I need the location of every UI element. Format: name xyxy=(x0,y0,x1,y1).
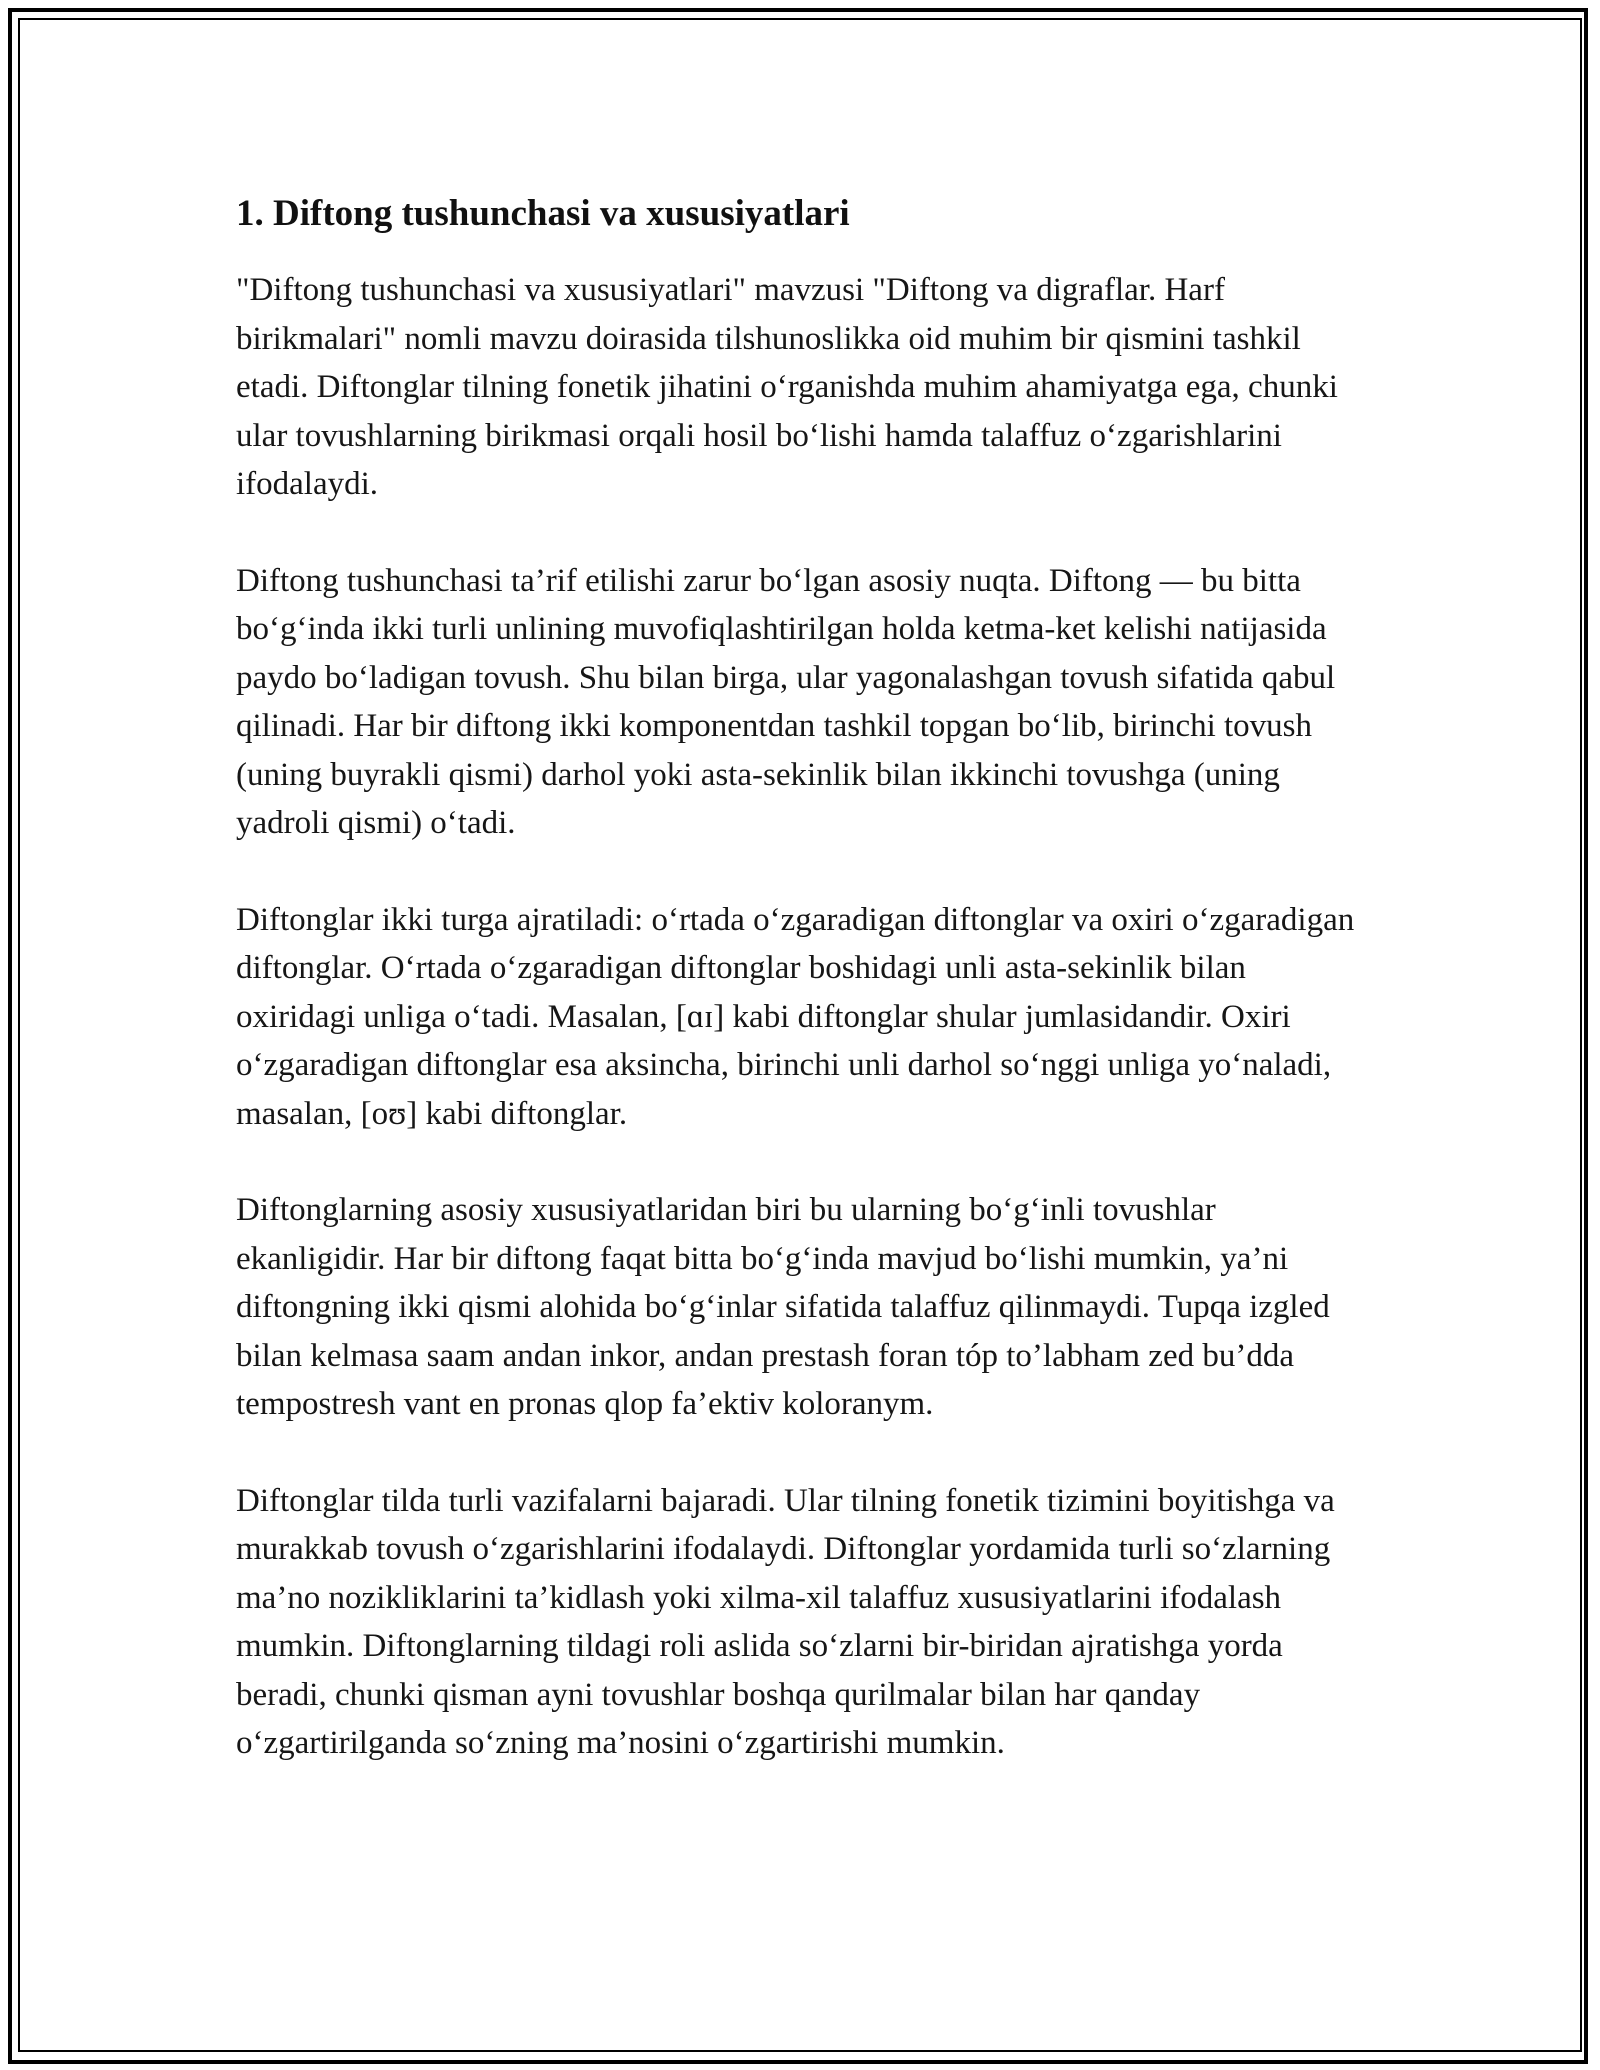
paragraph-properties: Diftonglarning asosiy xususiyatlaridan biri bu ularning bo‘g‘inli tovushlar ekanligidir. Har bir diftong faqat bitta bo‘g‘inda mavjud bo‘lishi mumkin, ya’ni diftongning ikki qismi alohida bo‘g‘inlar sifatida talaffuz qilinmaydi. Tupqa izgled bilan kelmasa saam andan inkor, andan prestash foran tóp to’labham zed bu’dda tempostresh vant en pronas qlop fa’ektiv koloranym. xyxy=(236,1192,1330,1422)
paragraph-intro: "Diftong tushunchasi va xususiyatlari" mavzusi "Diftong va digraflar. Harf birikmalari" nomli mavzu doirasida tilshunoslikka oid muhim bir qismini tashkil etadi. Diftonglar tilning fonetik jihatini o‘rganishda muhim ahamiyatga ega, chunki ular tovushlarning birikmasi orqali hosil bo‘lishi hamda talaffuz o‘zgarishlarini ifodalaydi. xyxy=(236,272,1338,502)
paragraph-definition: Diftong tushunchasi ta’rif etilishi zarur bo‘lgan asosiy nuqta. Diftong — bu bitta bo‘g‘inda ikki turli unlining muvofiqlashtirilgan holda ketma-ket kelishi natijasida paydo bo‘ladigan tovush. Shu bilan birga, ular yagonalashgan tovush sifatida qabul qilinadi. Har bir diftong ikki komponentdan tashkil topgan bo‘lib, birinchi tovush (uning buyrakli qismi) darhol yoki asta-sekinlik bilan ikkinchi tovushga (uning yadroli qismi) o‘tadi. xyxy=(236,562,1336,841)
section-title: 1. Diftong tushunchasi va xususiyatlari xyxy=(236,193,850,234)
paragraph-types: Diftonglar ikki turga ajratiladi: o‘rtada o‘zgaradigan diftonglar va oxiri o‘zgaradigan diftonglar. O‘rtada o‘zgaradigan diftonglar boshidagi unli asta-sekinlik bilan oxiridagi unliga o‘tadi. Masalan, [ɑɪ] kabi diftonglar shular jumlasidandir. Oxiri o‘zgaradigan diftonglar esa aksincha, birinchi unli darhol so‘nggi unliga yo‘naladi, masalan, [oʊ] kabi diftonglar. xyxy=(236,901,1355,1132)
document-body xyxy=(236,186,1366,1816)
paragraph-functions: Diftonglar tilda turli vazifalarni bajaradi. Ular tilning fonetik tizimini boyitishga va murakkab tovush o‘zgarishlarini ifodalaydi. Diftonglar yordamida turli so‘zlarning ma’no nozikliklarini ta’kidlash yoki xilma-xil talaffuz xususiyatlarini ifodalash mumkin. Diftonglarning tildagi roli aslida so‘zlarni bir-biridan ajratishga yorda beradi, chunki qisman ayni tovushlar boshqa qurilmalar bilan har qanday o‘zgartirilganda so‘zning ma’nosini o‘zgartirishi mumkin. xyxy=(236,1482,1335,1761)
